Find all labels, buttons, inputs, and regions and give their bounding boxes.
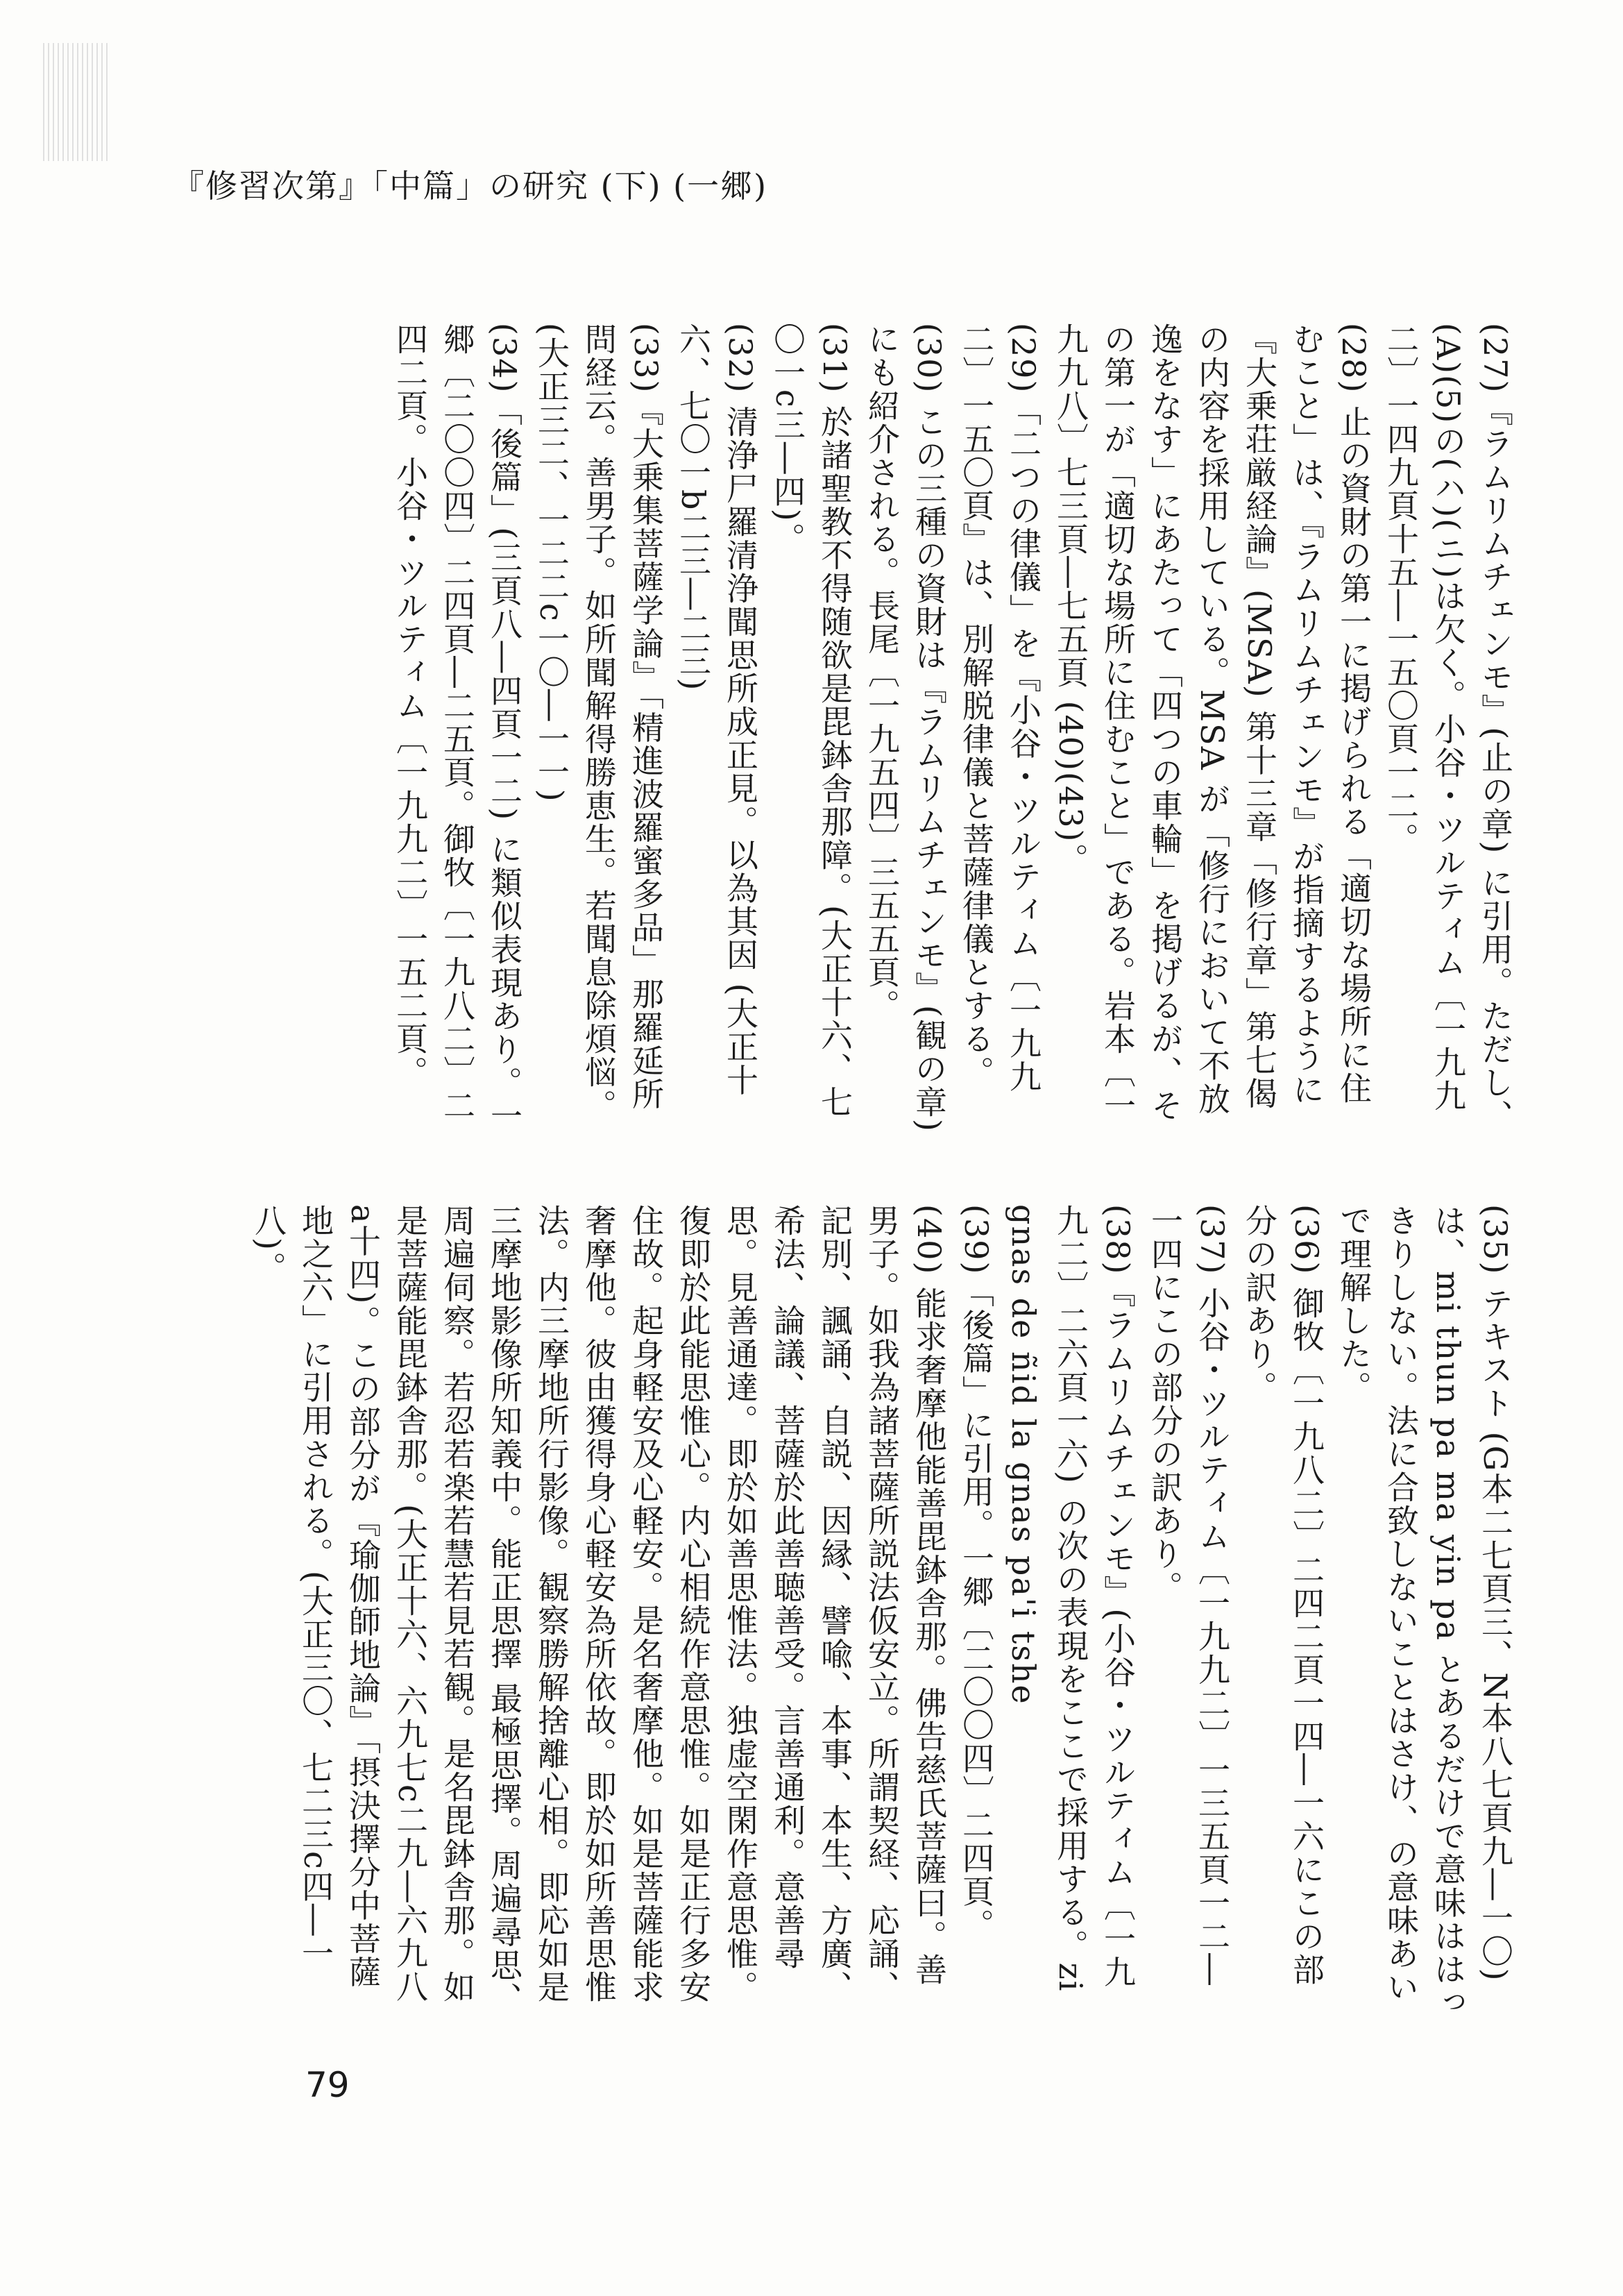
- note-40: (40) 能求奢摩他能善毘鉢舎那。佛告慈氏菩薩曰。善男子。如我為諸菩薩所説法仮安立。所謂契経、応誦、記別、諷誦、自説、因縁、譬喩、本事、本生、方廣、希法、論議、菩薩於此善聴善受。言善通利。意善尋思。見善通達。即於如善思惟法。独虚空閑作意思惟。復即於此能思惟心。内心相続作意思惟。如是正行多安住故。起身軽安及心軽安。是名奢摩他。如是菩薩能求奢摩他。彼由獲得身心軽安為所依故。即於如所善思惟法。内三摩地所行影像。観察勝解捨離心相。即応如是三摩地影像所知義中。能正思擇 最極思擇。周遍尋思、周遍伺察。若忍若楽若慧若見若観。是名毘鉢舎那。如是菩薩能毘鉢舎那。(大正十六、六九七c二九―六九八a十四)。この部分が『瑜伽師地論』「摂決擇分中菩薩地之六」に引用される。(大正三〇、七二三c四―一八)。: [250, 1204, 948, 2016]
- running-title: 『修習次第』「中篇」の研究 (下) (一郷): [172, 167, 768, 205]
- note-27: (27)『ラムリムチェンモ』(止の章) に引用。ただし、(A)(5)の(ハ)(ニ)は欠く。小谷・ツルティム〔一九九二〕一四九頁十五―一五〇頁一二。: [1382, 323, 1514, 1133]
- note-36: (36) 御牧〔一九八二〕二四二頁一四―一六にこの部分の訳あり。: [1241, 1204, 1325, 1987]
- scan-artifact: [43, 43, 110, 161]
- note-39: (39)「後篇」に引用。一郷〔二〇〇四〕二四頁。: [958, 1204, 995, 1942]
- notes-upper-block: [391, 323, 1519, 1138]
- note-31: (31) 於諸聖教不得随欲是毘鉢舎那障。(大正十六、七〇一c三―四)。: [769, 323, 853, 1119]
- note-35: (35) テキスト (G本二七頁三、N本八七頁九―一〇) は、mi thun pa ma yin pa とあるだけで意味ははっきりしない。法に合致しないことはさけ、の意味あいで理解した。: [1335, 1204, 1514, 2020]
- page-number: 79: [305, 2065, 350, 2105]
- note-37: (37) 小谷・ツルティム〔一九九二〕一三五頁一二―一四にこの部分の訳あり。: [1146, 1204, 1231, 1987]
- note-38: (38)『ラムリムチェンモ』(小谷・ツルティム〔一九九二〕二六頁一六) の次の表現をここで採用する。zi gnas de ñid la gnas pa'i tshe: [1005, 1204, 1137, 1993]
- note-33: (33)『大乗集菩薩学論』「精進波羅蜜多品」那羅延所問経云。善男子。如所聞解得勝恵生。若聞息除煩悩。(大正三二、一二二c一〇―一一): [533, 323, 665, 1122]
- note-29: (29)「二つの律儀」を『小谷・ツルティム〔一九九二〕一五〇頁』は、別解脱律儀と菩薩律儀とする。: [958, 323, 1042, 1094]
- note-34: (34)「後篇」(三頁八―四頁一二) に類似表現あり。一郷〔二〇〇四〕二四頁―二五頁。御牧〔一九八二〕二四二頁。小谷・ツルティム〔一九九二〕一五二頁。: [391, 323, 523, 1133]
- notes-lower-block: [250, 1204, 1519, 2020]
- note-32: (32) 清浄尸羅清浄聞思所成正見。以為其因 (大正十六、七〇一b二三―二三): [674, 323, 759, 1097]
- note-28: (28) 止の資財の第一に掲げられる「適切な場所に住むこと」は、『ラムリムチェンモ』が指摘するように『大乗荘厳経論』(MSA) 第十三章「修行章」第七偈の内容を採用している。MSA が「修行において不放逸をなす」にあたって「四つの車輪」を掲げるが、その第一が「適切な場所に住むこと」である。岩本〔一九九八〕七三頁―七五頁 (40)(43)。: [1052, 323, 1373, 1122]
- note-30: (30) この三種の資財は『ラムリムチェンモ』(観の章) にも紹介される。長尾〔一九五四〕三五五頁。: [863, 323, 948, 1133]
